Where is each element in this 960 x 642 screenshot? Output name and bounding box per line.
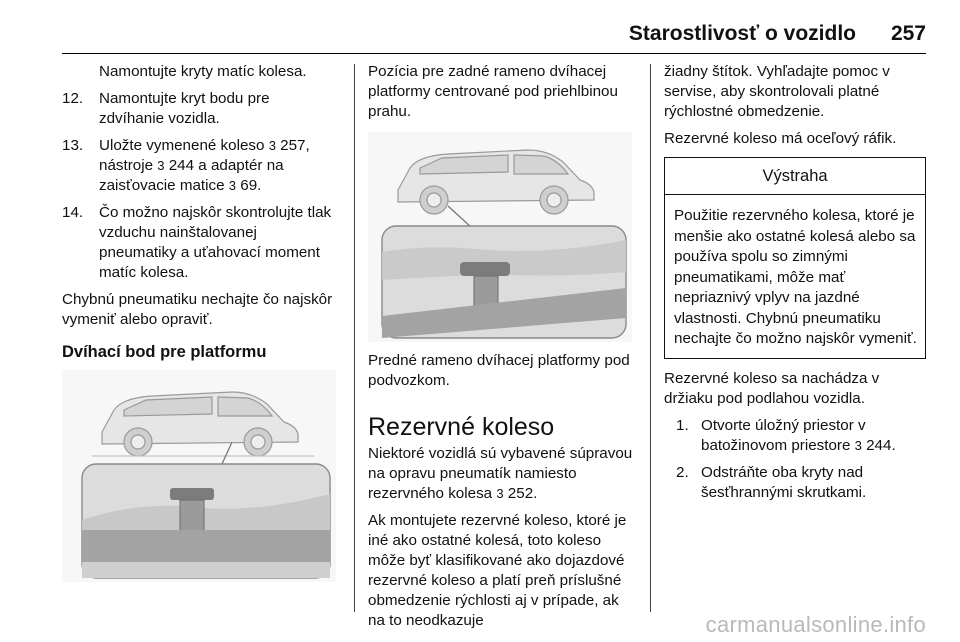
paragraph: Predné rameno dvíhacej platformy pod podvozkom. (368, 352, 630, 389)
item-number: 1. (676, 416, 689, 434)
paragraph: žiadny štítok. Vyhľadajte pomoc v servise, aby skontrolovali platné rýchlostné obmedzenie. (664, 63, 890, 120)
front-lift-point-illustration (368, 132, 632, 342)
list-item (62, 203, 338, 283)
page-title: Starostlivosť o vozidlo (628, 22, 856, 45)
paragraph-text: Niektoré vozidlá sú vybavené súpravou na opravu pneumatík namiesto rezervného kolesa (368, 445, 633, 502)
item-text: nástroje (99, 157, 158, 174)
zoom-detail (82, 464, 330, 578)
page-ref-icon: 3 (496, 486, 504, 501)
item-number: 14. (62, 204, 84, 221)
item-text: Uložte vymenené koleso (99, 137, 269, 154)
item-number: 13. (62, 137, 84, 154)
column-3 (664, 62, 926, 510)
warning-title: Výstraha (665, 158, 925, 195)
list-item (676, 416, 926, 456)
column-2 (368, 62, 636, 638)
paragraph: Rezervné koleso sa nachádza v držiaku pod podlahou vozidla. (664, 369, 880, 407)
paragraph: Pozícia pre zadné rameno dvíhacej platformy centrované pod priehlbinou prahu. (368, 63, 618, 120)
page-ref-icon: 3 (157, 158, 165, 173)
item-text: Otvorte úložný priestor v batožinovom priestore (701, 416, 866, 454)
section-subheading: Dvíhací bod pre platformu (62, 343, 267, 361)
item-text: 69. (240, 177, 262, 194)
item-text: Namontujte kryt bodu pre zdvíhanie vozidla. (99, 90, 270, 127)
warning-body: Použitie rezervného kolesa, ktoré je menšie ako ostatné kolesá alebo sa používa spolu so zimnými pneumatikami, môže mať nepriaznivý vplyv na jazdné vlastnosti. Chybnú pneumatiku nechajte čo možno najskôr vymeniť. (674, 207, 917, 347)
list-item (676, 463, 926, 503)
column-divider (650, 64, 651, 612)
paragraph: Chybnú pneumatiku nechajte čo najskôr vymeniť alebo opraviť. (62, 291, 333, 328)
warning-box (664, 157, 926, 359)
page-header (62, 0, 926, 56)
paragraph (368, 444, 636, 504)
item-number: 2. (676, 463, 689, 481)
zoom-detail (382, 226, 626, 338)
paragraph-text: 252. (507, 485, 538, 502)
page-ref-icon: 3 (268, 138, 276, 153)
page-ref-icon: 3 (854, 437, 862, 453)
item-number: 12. (62, 90, 84, 107)
item-text: Odstráňte oba kryty nad šesťhrannými skrutkami. (701, 463, 867, 501)
step-11-continuation: Namontujte kryty matíc kolesa. (99, 63, 307, 80)
item-text: 244 a adaptér na zaisťovacie matice (99, 157, 284, 194)
rear-lift-point-illustration (62, 370, 336, 582)
paragraph: Rezervné koleso má oceľový ráfik. (664, 130, 897, 147)
item-text: 257, (280, 137, 310, 154)
page-ref-icon: 3 (228, 178, 237, 193)
page-number: 257 (890, 22, 926, 45)
paragraph: Ak montujete rezervné koleso, ktoré je iné ako ostatné kolesá, toto koleso môže byť klasifikované ako dojazdové rezervné koleso a platí preň príslušné obmedzenie rýchlosti aj v prípade, ak na to neodkazuje (368, 512, 627, 629)
column-divider (354, 64, 355, 612)
list-item (62, 136, 338, 196)
header-rule (62, 53, 926, 54)
watermark: carmanualsonline.info (705, 612, 926, 637)
item-text: 244. (866, 436, 896, 454)
section-heading: Rezervné koleso (368, 413, 555, 441)
item-text: Čo možno najskôr skontrolujte tlak vzduchu nainštalovanej pneumatiky a uťahovací moment matíc kolesa. (99, 204, 332, 281)
list-item (62, 89, 338, 129)
column-1 (62, 62, 338, 591)
